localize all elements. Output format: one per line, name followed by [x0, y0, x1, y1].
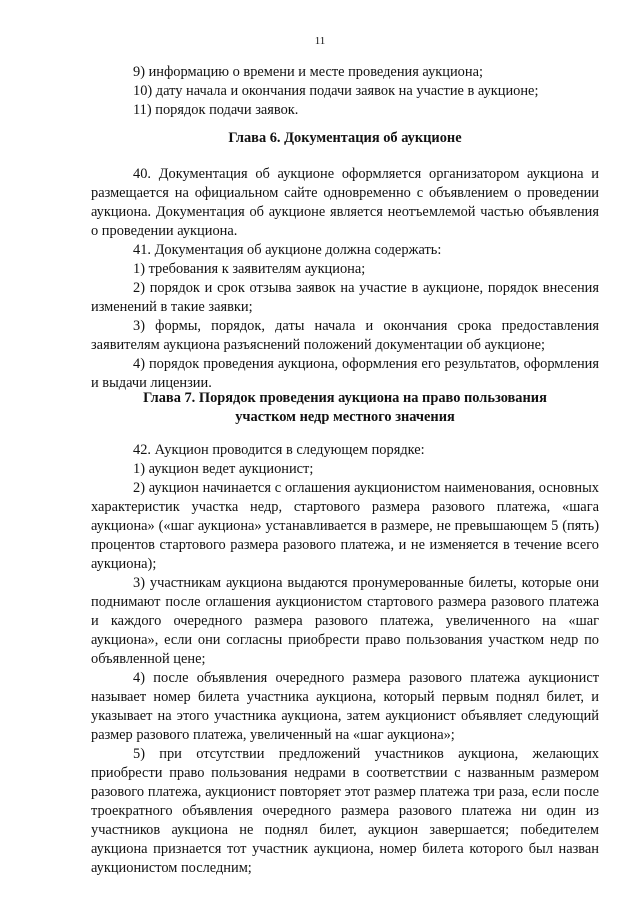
list-items-block: [91, 63, 599, 120]
paragraph-41-item-1: 1) требования к заявителям аукциона;: [133, 261, 366, 277]
chapter-6-body: [91, 165, 599, 393]
chapter-7-title-line-2: участком недр местного значения: [235, 409, 455, 425]
list-item-10: 10) дату начала и окончания подачи заявок на участие в аукционе;: [133, 83, 539, 99]
paragraph-42-item-3: 3) участникам аукциона выдаются пронумерованные билеты, которые они поднимают после оглашения аукционистом стартового размера разового платежа и каждого очередного размера разового платежа, увеличенного на «шаг аукциона», если они согласны приобрести право пользования участком недр по объявленной цене;: [91, 575, 599, 667]
chapter-7-title-line-1: Глава 7. Порядок проведения аукциона на право пользования: [143, 390, 547, 406]
paragraph-42: 42. Аукцион проводится в следующем порядке:: [133, 442, 425, 458]
paragraph-42-item-4: 4) после объявления очередного размера разового платежа аукционист называет номер билета участника аукциона, который первым поднял билет, и указывает на этого участника аукциона, затем аукционист объявляет следующий размер разового платежа, увеличенный на «шаг аукциона»;: [91, 670, 599, 743]
list-item-9: 9) информацию о времени и месте проведения аукциона;: [133, 64, 483, 80]
chapter-7-title: [91, 389, 599, 427]
paragraph-41-item-2: 2) порядок и срок отзыва заявок на участие в аукционе, порядок внесения изменений в такие заявки;: [91, 280, 599, 315]
paragraph-42-item-5: 5) при отсутствии предложений участников аукциона, желающих приобрести право пользования недрами в соответствии с названным размером разового платежа, аукционист повторяет этот размер платежа три раза, если после троекратного объявления очередного размера разового платежа ни один из участников аукциона не поднял билет, аукцион завершается; победителем аукциона признается тот участник аукциона, номер билета которого был назван аукционистом последним;: [91, 746, 599, 876]
paragraph-40: 40. Документация об аукционе оформляется организатором аукциона и размещается на официальном сайте одновременно с объявлением о проведении аукциона. Документация об аукционе является неотъемлемой частью объявления о проведении аукциона.: [91, 166, 599, 239]
paragraph-41-item-4: 4) порядок проведения аукциона, оформления его результатов, оформления и выдачи лицензии.: [91, 356, 599, 391]
page-number: 11: [314, 35, 326, 47]
paragraph-42-item-1: 1) аукцион ведет аукционист;: [133, 461, 314, 477]
paragraph-41-item-3: 3) формы, порядок, даты начала и окончания срока предоставления заявителям аукциона разъяснений положений документации об аукционе;: [91, 318, 599, 353]
list-item-11: 11) порядок подачи заявок.: [133, 102, 299, 118]
paragraph-42-item-2: 2) аукцион начинается с оглашения аукционистом наименования, основных характеристик участка недр, стартового размера разового платежа, «шага аукциона» («шаг аукциона» устанавливается в размере, не превышающем 5 (пять) процентов стартового размера разового платежа, и не изменяется в течение всего аукциона);: [91, 480, 599, 572]
paragraph-41: 41. Документация об аукционе должна содержать:: [133, 242, 442, 258]
chapter-7-body: [91, 441, 599, 878]
chapter-6-title: Глава 6. Документация об аукционе: [228, 130, 462, 146]
